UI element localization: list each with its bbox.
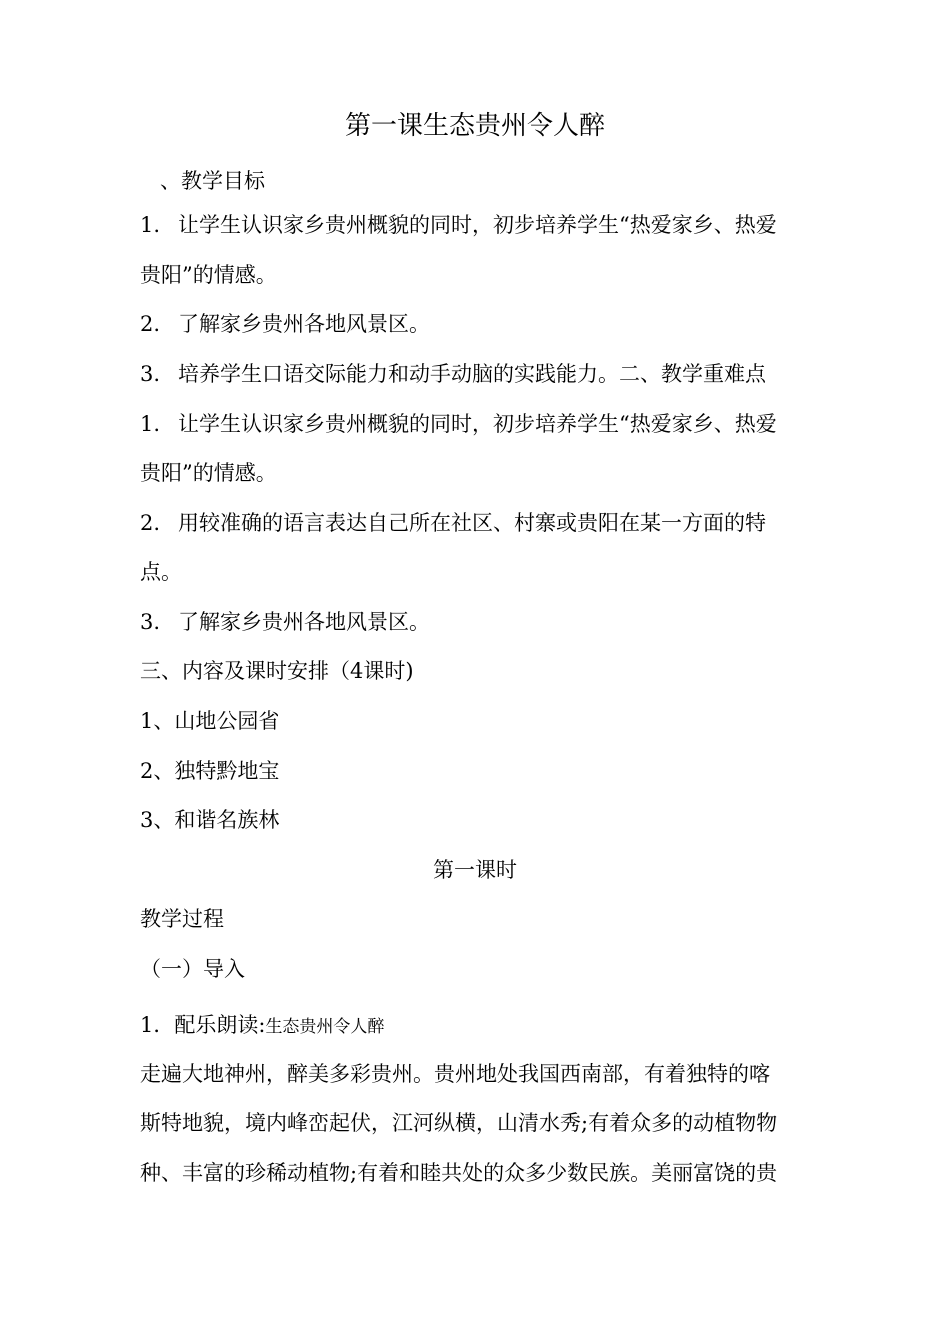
difficulty-item-3 [140, 607, 820, 637]
document-title: 第一课生态贵州令人醉 [344, 111, 605, 141]
difficulty-item-1-continuation: 贵阳”的情感。 [140, 461, 277, 485]
reading-subtitle: 生态贵州令人醉 [265, 1017, 385, 1037]
section-heading-goals: 、教学目标 [160, 169, 265, 193]
reading-item [140, 1010, 820, 1042]
goal-text: 培养学生口语交际能力和动手动脑的实践能力。二、教学重难点 [178, 362, 766, 386]
paragraph-line-2: 斯特地貌，境内峰峦起伏，江河纵横，山清水秀;有着众多的动植物物 [140, 1111, 778, 1135]
goal-text: 了解家乡贵州各地风景区。 [178, 312, 430, 336]
content-item-3: 3、和谐名族林 [140, 808, 280, 832]
section-heading-contents: 三、内容及课时安排（4课时) [140, 659, 414, 683]
goal-item-1 [140, 210, 820, 240]
paragraph-line-3: 种、丰富的珍稀动植物;有着和睦共处的众多少数民族。美丽富饶的贵 [140, 1161, 778, 1185]
goal-item-3 [140, 359, 820, 389]
intro-heading: （一）导入 [140, 957, 245, 981]
difficulty-text: 让学生认识家乡贵州概貌的同时，初步培养学生“热爱家乡、热爱 [178, 412, 777, 436]
difficulty-item-1 [140, 409, 820, 439]
goal-item-1-continuation: 贵阳”的情感。 [140, 263, 277, 287]
lesson-heading: 第一课时 [433, 858, 517, 882]
difficulty-text: 用较准确的语言表达自己所在社区、村寨或贵阳在某一方面的特 [178, 511, 766, 535]
process-heading: 教学过程 [140, 907, 224, 931]
goal-text: 让学生认识家乡贵州概貌的同时，初步培养学生“热爱家乡、热爱 [178, 213, 777, 237]
difficulty-text: 了解家乡贵州各地风景区。 [178, 610, 430, 634]
goal-number: 2. [140, 312, 161, 336]
difficulty-number: 1. [140, 412, 161, 436]
difficulty-item-2-continuation: 点。 [140, 560, 182, 584]
reading-label: 1．配乐朗读: [140, 1013, 266, 1037]
difficulty-item-2 [140, 508, 820, 538]
paragraph-line-1: 走遍大地神州，醉美多彩贵州。贵州地处我国西南部，有着独特的喀 [140, 1062, 770, 1086]
difficulty-number: 2. [140, 511, 161, 535]
goal-number: 3. [140, 362, 161, 386]
goal-item-2 [140, 309, 820, 339]
goal-number: 1. [140, 213, 161, 237]
content-item-1: 1、山地公园省 [140, 709, 280, 733]
content-item-2: 2、独特黔地宝 [140, 759, 280, 783]
difficulty-number: 3. [140, 610, 161, 634]
